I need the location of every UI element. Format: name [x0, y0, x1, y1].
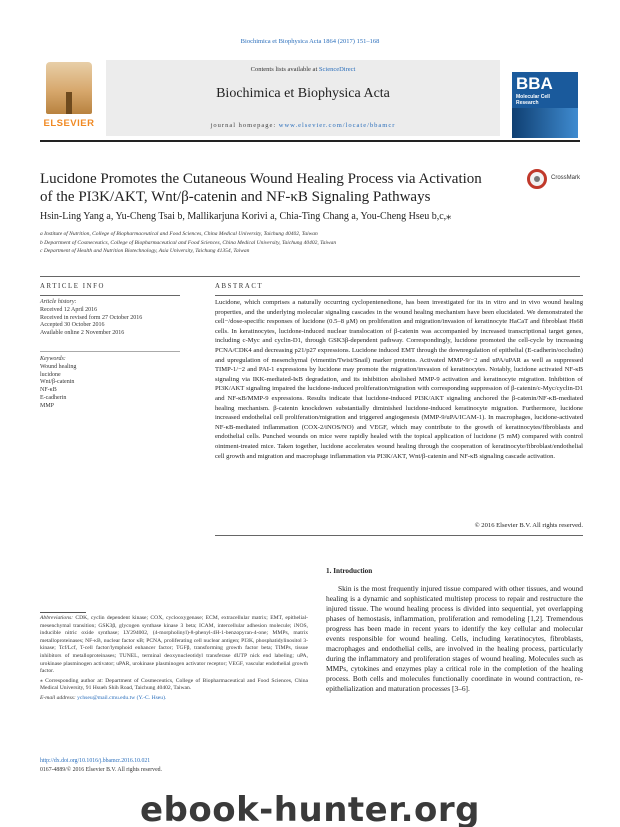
elsevier-wordmark: ELSEVIER — [43, 118, 95, 129]
journal-homepage-line — [106, 122, 500, 129]
article-info-heading: ARTICLE INFO — [40, 283, 106, 290]
keywords-heading: Keywords: — [40, 356, 66, 362]
article-info-divider — [40, 295, 180, 296]
abstract-copyright: © 2016 Elsevier B.V. All rights reserved. — [474, 522, 583, 529]
crossmark-icon — [527, 169, 547, 189]
abstract-heading: ABSTRACT — [215, 283, 264, 290]
history-item: Received in revised form 27 October 2016 — [40, 314, 143, 321]
article-title — [40, 170, 510, 206]
authors-divider — [40, 276, 580, 277]
keyword-item: MMP — [40, 402, 55, 409]
abstract-text: Lucidone, which comprises a naturally occurring cyclopentenedione, has been investigated for its in vitro and in vivo wound healing properties, and the underlying molecular signaling cascades in the wound healing mechanism have been elucidated. We demonstrated the cell−/dose-specific responses of lucidone (0.5–8 μM) on proliferation and migration/invasion of keratinocyte HaCaT and fibroblast Hs68 cells. In keratinocytes, lucidone-induced nuclear translocation of β-catenin was accompanied by increased transcriptional target genes, including c-Myc and cyclin-D1, through GSK3β-dependent pathway. Correspondingly, lucidone promoted the cell-cycle by increasing PCNA/CDK4 and decreasing p21/p27 expressions. Lucidone induced EMT through the downregulation of epithelial (E-cadherin/occludin) and upregulation of mesenchymal (vimentin/Twist/Snail) marker proteins. Activated MMP-9/−2 and uPA/uPAR as well as suppressed TIMP-1/−2 and PAI-1 expressions by lucidone may promote the migration/invasion of keratinocytes. Notably, lucidone activated NF-κB signaling via IKK-mediated-IκB degradation, and its inhibition abolished MMP-9 activation and keratinocyte migration. Inhibition of PI3K/AKT signaling impaired the lucidone-induced proliferation/migration with corresponding suppression of β-catenin/c-Myc/cyclin-D1 and NF-κB/MMP-9 expressions. Results indicate that lucidone-induced PI3K/AKT signaling anchored the β-catenin/NF-κB-mediated healing mechanism. β-catenin knockdown substantially diminished lucidone-induced keratinocyte migration. Furthermore, lucidone increased endothelial cell proliferation/migration and triggered angiogenesis (MMP-9/uPA/ICAM-1). In macrophages, lucidone-activated NF-κB-mediated inflammation (COX-2/iNOS/NO) and VEGF, which may contribute to the growth of keratinocytes/fibroblasts and endothelial cells. Punched wounds on mice were rapidly healed with the topical application of lucidone (5 mM) compared with control ointment-treated mice. Taken together, lucidone accelerates wound healing through the cooperation of keratinocyte/fibroblast/endothelial cell growth and migration and macrophage inflammation via PI3K/AKT, Wnt/β-catenin and NF-κB signaling cascade activation. — [215, 299, 583, 460]
cover-subtitle — [516, 94, 550, 106]
homepage-prefix: journal homepage: — [210, 122, 279, 129]
header-divider — [40, 140, 580, 142]
cover-title: BBA — [516, 74, 553, 93]
history-item: Received 12 April 2016 — [40, 306, 98, 313]
keyword-item: E-cadherin — [40, 394, 67, 401]
introduction-heading: 1. Introduction — [326, 567, 373, 575]
contents-prefix: Contents lists available at — [250, 66, 319, 73]
journal-cover-thumbnail[interactable] — [512, 72, 578, 138]
abbreviations-text: CDK, cyclin dependent kinase; COX, cyclooxygenase; ECM, extracellular matrix; EMT, epithelial-mesenchymal transition; GSK3β, glycogen synthase kinase 3 beta; ICAM, intercellular adhesion molecule; iNOS, inducible nitric oxide synthase; LY294002, (4-morpholinyl)-8-phenyl-4H-1-benzopyran-4-one; MMPs, matrix metalloproteinases; NF-κB, nuclear factor κB; PCNA, proliferating cell nuclear antigen; PI3K, phosphatidylinositol 3-kinase; Tcf/Lcf, T-cell factor/lymphoid enhancer factor; TGFβ, transforming growth factor beta; TIMPs, tissue inhibitors of metalloproteinases; TUNEL, terminal deoxynucleotidyl transferase dUTP nick end labeling; uPA, urokinase plasminogen activator; uPAR, urokinase plasminogen activator receptor; VEGF, vascular endothelial growth factor. — [40, 615, 308, 675]
affiliation-list — [40, 230, 580, 256]
abstract-bottom-divider — [215, 535, 583, 536]
journal-header — [40, 60, 580, 138]
keyword-item: lucidone — [40, 371, 61, 378]
footnote-divider — [40, 612, 86, 613]
email-link[interactable]: ychseu@mail.cmu.edu.tw (Y.-C. Hseu). — [77, 694, 167, 701]
journal-citation-link[interactable]: Biochimica et Biophysica Acta 1864 (2017) 151–168 — [240, 38, 380, 45]
issn-line: 0167-4889/© 2016 Elsevier B.V. All rights reserved. — [40, 767, 162, 773]
elsevier-tree-icon — [46, 62, 92, 114]
introduction-text: Skin is the most frequently injured tissue compared with other tissues, and wound healing is a dynamic and sophisticated multistep process to repair and restructure the injured tissue. The wound healing process is divided into sequential, yet overlapping phases of hemostasis, inflammation, proliferation and remodeling [1,2]. Tremendous progress has been made in recent years to identify the key cellular and molecular events responsible for wound healing. Cells, including keratinocytes, fibroblasts, macrophages and endothelial cells, are involved in the healing process, particularly during the inflammatory and proliferation stages of wound healing. Molecules such as MMPs, cytokines and enzymes play a critical role in the completion of the healing process. Both cells and molecules functionally coordinate in wound contraction, re-epithelialization and maturation processes [3–6]. — [326, 584, 583, 693]
author-list: Hsin-Ling Yang a, Yu-Cheng Tsai b, Mallikarjuna Korivi a, Chia-Ting Chang a, You-Cheng Hseu b,c,⁎ — [40, 211, 452, 222]
email-label: E-mail address: — [40, 694, 78, 701]
affiliation-item: a Institute of Nutrition, College of Biopharmaceutical and Food Sciences, China Medical University, Taichung 40402, Taiwan — [40, 231, 318, 237]
keywords-divider — [40, 351, 180, 352]
journal-name: Biochimica et Biophysica Acta — [216, 86, 390, 101]
article-history-heading: Article history: — [40, 299, 77, 305]
cover-subtitle-line-1: Molecular Cell — [516, 94, 550, 100]
keyword-item: NF-κB — [40, 387, 57, 394]
keyword-item: Wnt/β-catenin — [40, 379, 75, 386]
history-item: Available online 2 November 2016 — [40, 330, 125, 337]
title-line-2: of the PI3K/AKT, Wnt/β-catenin and NF-κB Signaling Pathways — [40, 189, 431, 205]
cover-image-band — [512, 108, 578, 138]
homepage-link[interactable]: www.elsevier.com/locate/bbamcr — [278, 122, 396, 129]
abstract-divider — [215, 295, 583, 296]
abbreviations-heading: Abbreviations: — [40, 615, 74, 621]
contents-available-line — [106, 66, 500, 73]
keywords — [40, 356, 178, 411]
history-item: Accepted 30 October 2016 — [40, 322, 105, 329]
sciencedirect-link[interactable]: ScienceDirect — [318, 66, 356, 73]
keyword-item: Wound healing — [40, 363, 77, 370]
article-history — [40, 299, 178, 338]
corresponding-author-footnote: ⁎ Corresponding author at: Department of Cosmeceutics, College of Biopharmaceutical and Food Sciences, China Medical University, 91 Hsueh Shih Road, Taichung 40402, Taiwan. — [40, 677, 308, 692]
cover-subtitle-line-2: Research — [516, 100, 539, 106]
elsevier-logo[interactable] — [40, 62, 98, 132]
doi-link[interactable]: http://dx.doi.org/10.1016/j.bbamcr.2016.10.021 — [40, 758, 151, 764]
affiliation-item: c Department of Health and Nutrition Biotechnology, Asia University, Taichung 41354, Taiwan — [40, 248, 250, 255]
watermark-text: ebook-hunter.org — [139, 790, 481, 827]
journal-info-box — [106, 60, 500, 136]
abbreviations-footnote — [40, 615, 308, 676]
crossmark-badge[interactable] — [527, 168, 587, 192]
affiliation-item: b Department of Cosmeceutics, College of Biopharmaceutical and Food Sciences, China Medical University, Taichung 40402, Taiwan — [40, 239, 337, 246]
title-line-1: Lucidone Promotes the Cutaneous Wound Healing Process via Activation — [40, 171, 482, 187]
footnotes — [40, 615, 308, 705]
crossmark-label: CrossMark — [551, 175, 581, 181]
email-footnote — [40, 695, 308, 703]
